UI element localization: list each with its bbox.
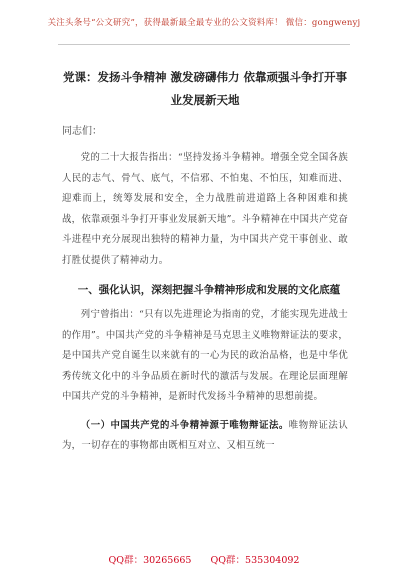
- footer-qq-group-1: QQ群：30265665: [108, 555, 192, 566]
- paragraph-intro: 党的二十大报告指出：“坚持发扬斗争精神。增强全党全国各族人民的志气、骨气、底气，不信邪、不怕鬼、不怕压，知难而进、迎难而上，统筹发展和安全，全力战胜前进道路上各种困难和挑战，依靠顽强斗争打开事业发展新天地”。斗争精神在中国共产党奋斗进程中充分展现出独特的精神力量，为中国共产党干事创业、敢打胜仗提供了精神动力。: [62, 152, 348, 266]
- subsection-text: 唯物辩证法认为，一切存在的事物都由既相互对立、又相互统一: [62, 419, 348, 451]
- salutation: 同志们：: [62, 126, 102, 137]
- footer-qq-group-2: QQ群：535304092: [210, 555, 300, 566]
- document-title: 党课：发扬斗争精神 激发磅礴伟力 依靠顽强斗争打开事业发展新天地: [62, 70, 347, 107]
- header-divider: [58, 44, 350, 45]
- paragraph-lenin-quote: 列宁曾指出：“只有以先进理论为指南的党，才能实现先进战士的作用”。中国共产党的斗争精神是马克思主义唯物辩证法的要求，是中国共产党自诞生以来就有的一心为民的政治品格，也是中华优秀传统文化中的斗争品质在新时代的激活与发展。在理论层面理解中国共产党的斗争精神，是新时代发扬斗争精神的思想前提。: [62, 309, 348, 402]
- paragraph-subsection-1: [62, 416, 348, 457]
- subsection-lead: （一）中国共产党的斗争精神源于唯物辩证法。: [80, 419, 289, 431]
- header-banner: 关注头条号“公文研究”，获得最新最全最专业的公文资料库！ 微信：gongwenyj: [47, 18, 361, 28]
- document-body: [62, 66, 348, 457]
- footer-contact: [0, 552, 408, 566]
- section-heading-1: 一、强化认识，深刻把握斗争精神形成和发展的文化底蕴: [77, 284, 341, 296]
